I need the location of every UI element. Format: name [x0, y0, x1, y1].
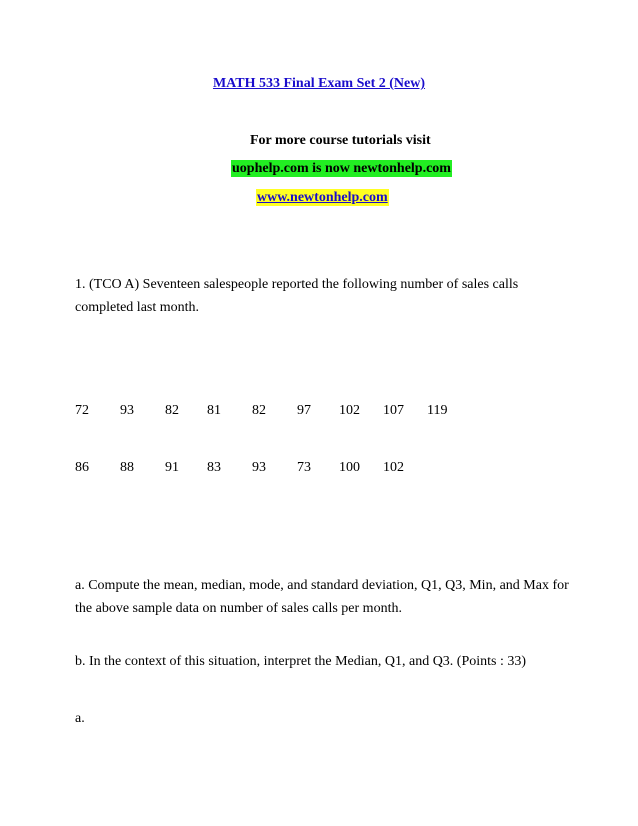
data-cell: 93	[252, 460, 266, 475]
answer-label: a.	[75, 711, 85, 726]
data-cell: 86	[75, 460, 89, 475]
data-cell: 102	[339, 403, 360, 418]
data-cell: 100	[339, 460, 360, 475]
title-link[interactable]: MATH 533 Final Exam Set 2 (New)	[212, 76, 426, 91]
part-b-prompt: b. In the context of this situation, interpret the Median, Q1, and Q3. (Points : 33)	[75, 654, 527, 669]
data-cell: 82	[252, 403, 266, 418]
data-cell: 91	[165, 460, 179, 475]
data-cell: 93	[120, 403, 134, 418]
visit-text: For more course tutorials visit	[250, 133, 431, 148]
data-cell: 119	[427, 403, 448, 418]
data-cell: 81	[207, 403, 221, 418]
part-a-prompt: a. Compute the mean, median, mode, and standard deviation, Q1, Q3, Min, and Max for the above sample data on number of sales calls per month.	[75, 578, 569, 616]
data-cell: 72	[75, 403, 89, 418]
data-cell: 102	[383, 460, 404, 475]
highlighted-notice: uophelp.com is now newtonhelp.com	[232, 161, 451, 176]
data-cell: 88	[120, 460, 134, 475]
data-cell: 107	[383, 403, 404, 418]
data-cell: 73	[297, 460, 311, 475]
data-cell: 82	[165, 403, 179, 418]
question-1-prompt: 1. (TCO A) Seventeen salespeople reported the following number of sales calls completed last month.	[75, 277, 519, 315]
data-cell: 97	[297, 403, 311, 418]
newtonhelp-link[interactable]: www.newtonhelp.com	[257, 190, 388, 205]
data-cell: 83	[207, 460, 221, 475]
